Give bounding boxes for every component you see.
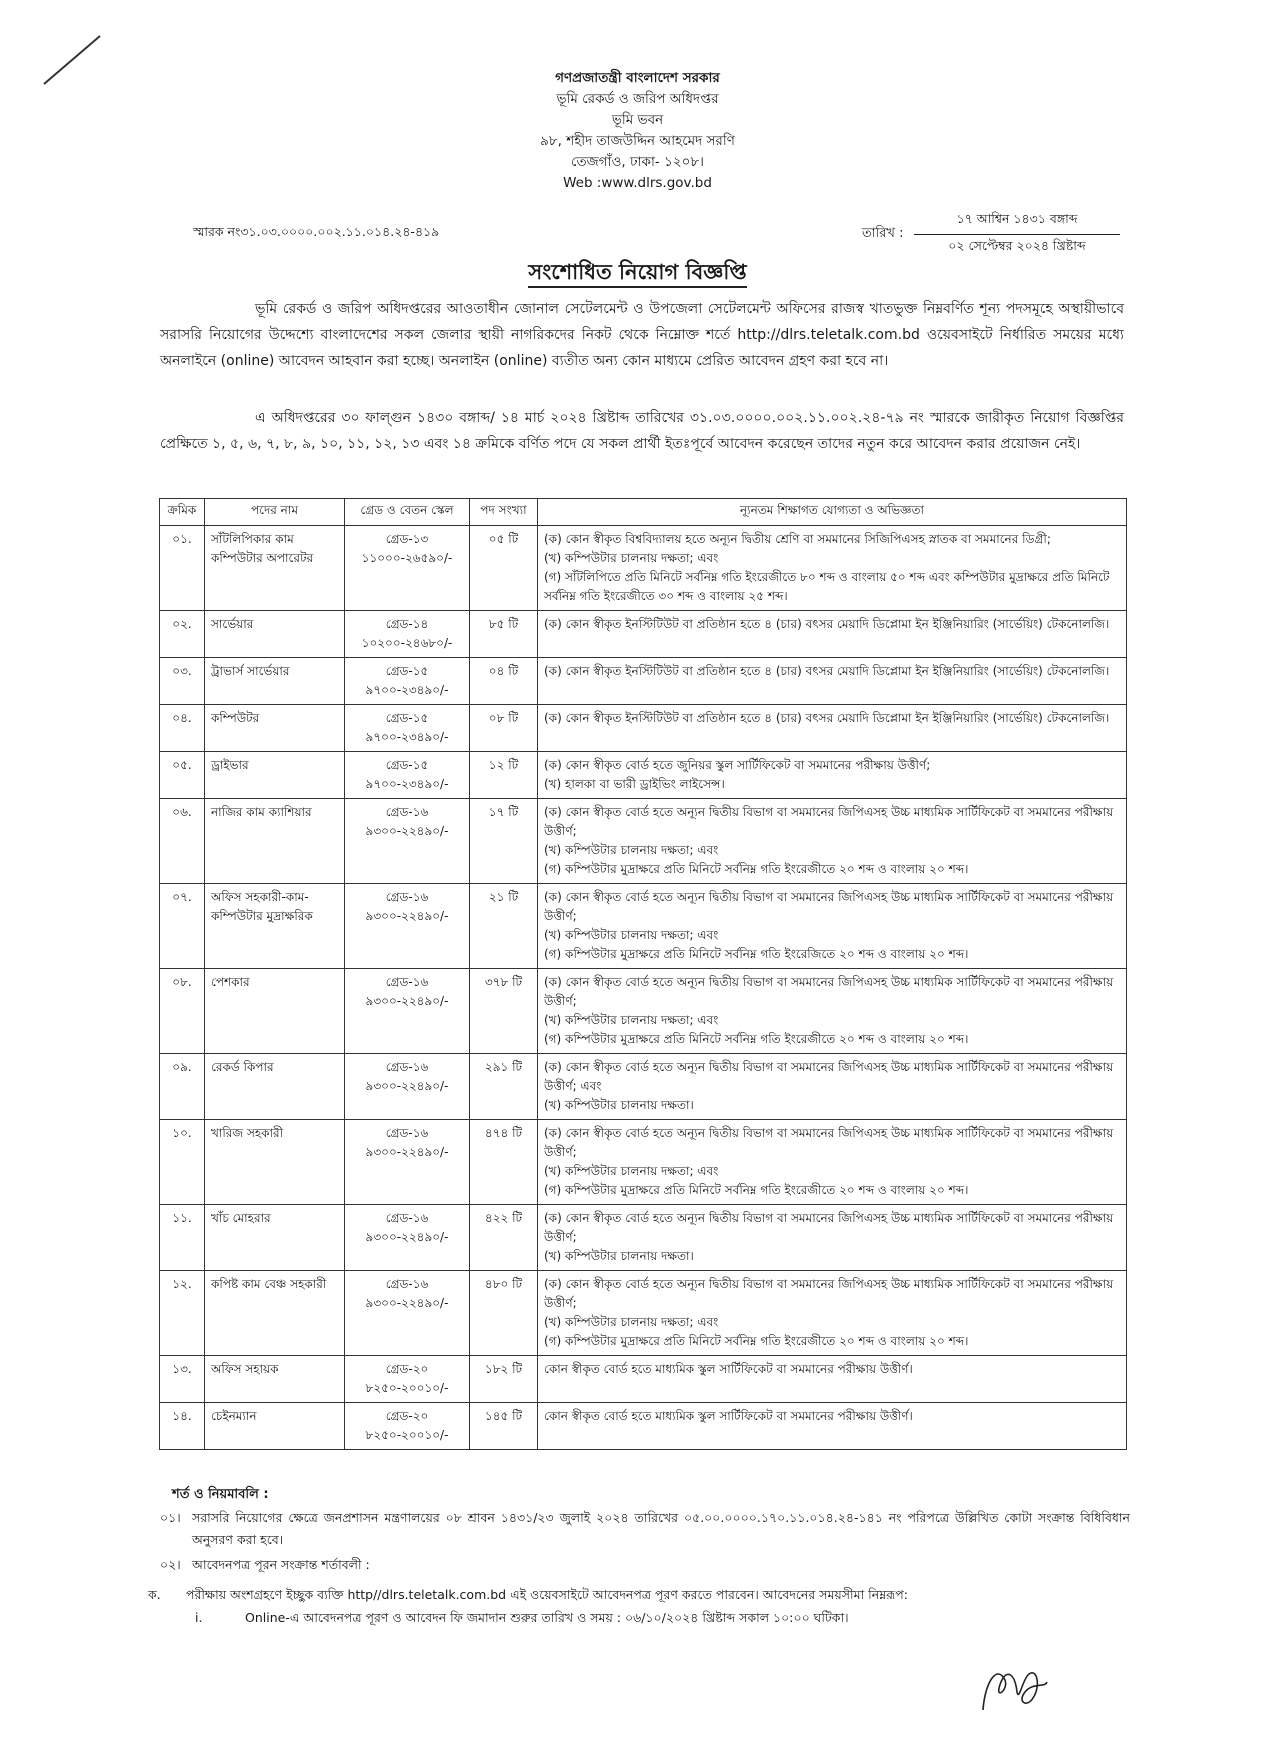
pay-scale: ৯৩০০-২২৪৯০/- [365,1296,449,1310]
header-line-building: ভূমি ভবন [611,112,664,128]
rule-item [160,1554,1130,1576]
rule-item [148,1584,1118,1606]
cell-post-name: ট্রাভার্স সার্ভেয়ার [205,658,345,705]
cell-post-name: কম্পিউটর [205,705,345,752]
cell-qualification [538,969,1127,1054]
cell-grade-scale [345,799,470,884]
cell-qualification [538,1054,1127,1120]
header-grade-scale: গ্রেড ও বেতন স্কেল [345,499,470,526]
cell-grade-scale [345,969,470,1054]
cell-qualification [538,705,1127,752]
cell-post-count: ১৪৫ টি [470,1403,538,1450]
cell-serial: ০৪. [160,705,205,752]
qualification-line: (ক) কোন স্বীকৃত ইনস্টিটিউট বা প্রতিষ্ঠান হতে ৪ (চার) বৎসর মেয়াদি ডিপ্লোমা ইন ইঞ্জিনিয়ারিং (সার্ভেয়িং) টেকনোলজি। [544,664,1110,678]
qualification-line: (ক) কোন স্বীকৃত বিশ্ববিদ্যালয় হতে অন্যূন দ্বিতীয় শ্রেণি বা সমমানের সিজিপিএসহ স্নাতক বা সমমানের ডিগ্রী; [544,532,1051,546]
cell-post-name: চেইনম্যান [205,1403,345,1450]
qualification-line: কোন স্বীকৃত বোর্ড হতে মাধ্যমিক স্কুল সার্টিফিকেট বা সমমানের পরীক্ষায় উত্তীর্ণ। [544,1362,913,1376]
cell-grade-scale [345,1120,470,1205]
header-line-department: ভূমি রেকর্ড ও জরিপ অধিদপ্তর [556,91,719,107]
grade-label: গ্রেড-২০ [385,1362,429,1376]
cell-post-count: ৮৫ টি [470,611,538,658]
table-row [160,799,1127,884]
cell-serial: ০৯. [160,1054,205,1120]
grade-label: গ্রেড-১৬ [385,1211,429,1225]
qualification-line: (ক) কোন স্বীকৃত বোর্ড হতে জুনিয়র স্কুল সার্টিফিকেট বা সমমানের পরীক্ষায় উত্তীর্ণ; [544,758,931,772]
qualification-line: (ক) কোন স্বীকৃত বোর্ড হতে অন্যূন দ্বিতীয় বিভাগ বা সমমানের জিপিএসহ উচ্চ মাধ্যমিক সার্টিফিকেট বা সমমানের পরীক্ষায় উত্তীর্ণ; এবং [544,1060,1114,1093]
pay-scale: ৯৭০০-২৩৪৯০/- [365,730,449,744]
table-row [160,969,1127,1054]
table-row [160,884,1127,969]
qualification-line: (খ) কম্পিউটার চালনায় দক্ষতা; এবং [544,928,719,942]
cell-post-name: সার্ভেয়ার [205,611,345,658]
header-line-street: ৯৮, শহীদ তাজউদ্দিন আহমেদ সরণি [540,133,735,149]
grade-label: গ্রেড-২০ [385,1409,429,1423]
cell-post-name: ড্রাইভার [205,752,345,799]
qualification-line: (খ) কম্পিউটার চালনায় দক্ষতা; এবং [544,1164,719,1178]
qualification-line: (গ) কম্পিউটার মুদ্রাক্ষরে প্রতি মিনিটে সর্বনিম্ন গতি ইংরেজীতে ২০ শব্দ ও বাংলায় ২০ শব্দ। [544,1334,969,1348]
cell-serial: ১১. [160,1205,205,1271]
cell-post-name: পেশকার [205,969,345,1054]
rule-item [160,1507,1130,1551]
pay-scale: ১০২০০-২৪৬৮০/- [361,636,453,650]
cell-post-count: ০৪ টি [470,658,538,705]
memo-number: স্মারক নং৩১.০৩.০০০০.০০২.১১.০১৪.২৪-৪১৯ [193,224,440,239]
rules-title: শর্ত ও নিয়মাবলি : [172,1487,269,1502]
cell-serial: ১৩. [160,1356,205,1403]
qualification-line: (খ) হালকা বা ভারী ড্রাইভিং লাইসেন্স। [544,777,725,791]
pay-scale: ৯৩০০-২২৪৯০/- [365,909,449,923]
rule-text: আবেদনপত্র পূরন সংক্রান্ত শর্তাবলী : [192,1557,370,1572]
qualification-line: (গ) কম্পিউটার মুদ্রাক্ষরে প্রতি মিনিটে সর্বনিম্ন গতি ইংরেজীতে ২০ শব্দ ও বাংলায় ২০ শব্দ। [544,862,969,876]
notice-title [0,256,1275,291]
rule-number: ০২। [160,1557,181,1572]
table-row [160,705,1127,752]
qualification-line: (খ) কম্পিউটার চালনায় দক্ষতা। [544,1249,694,1263]
qualification-line: (ক) কোন স্বীকৃত বোর্ড হতে অন্যূন দ্বিতীয় বিভাগ বা সমমানের জিপিএসহ উচ্চ মাধ্যমিক সার্টিফিকেট বা সমমানের পরীক্ষায় উত্তীর্ণ; [544,805,1114,838]
cell-grade-scale [345,884,470,969]
table-row [160,1054,1127,1120]
header-line-government: গণপ্রজাতন্ত্রী বাংলাদেশ সরকার [555,70,720,86]
cell-post-name: খাঁচ মোহরার [205,1205,345,1271]
rule-text: পরীক্ষায় অংশগ্রহণে ইচ্ছুক ব্যক্তি http//dlrs.teletalk.com.bd এই ওয়েবসাইটে আবেদনপত্র পূরণ করতে পারবেন। আবেদনের সময়সীমা নিম্নরূপ: [186,1587,908,1602]
rule-item [195,1607,1095,1629]
cell-grade-scale [345,705,470,752]
table-header-row [160,499,1127,526]
cell-post-name: অফিস সহকারী-কাম-কম্পিউটার মুদ্রাক্ষরিক [205,884,345,969]
qualification-line: (খ) কম্পিউটার চালনায় দক্ষতা; এবং [544,1013,719,1027]
cell-post-count: ৪৭৪ টি [470,1120,538,1205]
cell-grade-scale [345,658,470,705]
qualification-line: (ক) কোন স্বীকৃত ইনস্টিটিউট বা প্রতিষ্ঠান হতে ৪ (চার) বৎসর মেয়াদি ডিপ্লোমা ইন ইঞ্জিনিয়ারিং (সার্ভেয়িং) টেকনোলজি। [544,711,1110,725]
pay-scale: ৯৩০০-২২৪৯০/- [365,1145,449,1159]
cell-post-count: ১২ টি [470,752,538,799]
cell-qualification [538,1205,1127,1271]
cell-serial: ১৪. [160,1403,205,1450]
cell-grade-scale [345,1356,470,1403]
qualification-line: (খ) কম্পিউটার চালনায় দক্ষতা; এবং [544,843,719,857]
cell-qualification [538,1271,1127,1356]
grade-label: গ্রেড-১৬ [385,805,429,819]
cell-post-count: ৪৮০ টি [470,1271,538,1356]
grade-label: গ্রেড-১৬ [385,1060,429,1074]
office-header [0,68,1275,194]
qualification-line: (ক) কোন স্বীকৃত বোর্ড হতে অন্যূন দ্বিতীয় বিভাগ বা সমমানের জিপিএসহ উচ্চ মাধ্যমিক সার্টিফিকেট বা সমমানের পরীক্ষায় উত্তীর্ণ; [544,975,1114,1008]
qualification-line: (গ) কম্পিউটার মুদ্রাক্ষরে প্রতি মিনিটে সর্বনিম্ন গতি ইংরেজীতে ২০ শব্দ ও বাংলায় ২০ শব্দ। [544,1183,969,1197]
signature-mark [975,1652,1055,1722]
cell-qualification [538,752,1127,799]
pay-scale: ৯৭০০-২৩৪৯০/- [365,777,449,791]
cell-post-name: রেকর্ড কিপার [205,1054,345,1120]
cell-qualification [538,1120,1127,1205]
notice-title-text: সংশোধিত নিয়োগ বিজ্ঞপ্তি [528,260,746,288]
qualification-line: (ক) কোন স্বীকৃত বোর্ড হতে অন্যূন দ্বিতীয় বিভাগ বা সমমানের জিপিএসহ উচ্চ মাধ্যমিক সার্টিফিকেট বা সমমানের পরীক্ষায় উত্তীর্ণ; [544,1126,1114,1159]
cell-qualification [538,1356,1127,1403]
cell-grade-scale [345,526,470,611]
header-post-count: পদ সংখ্যা [470,499,538,526]
cell-serial: ০৬. [160,799,205,884]
cell-serial: ০২. [160,611,205,658]
pay-scale: ৯৩০০-২২৪৯০/- [365,994,449,1008]
cell-post-count: ০৫ টি [470,526,538,611]
table-row [160,752,1127,799]
date-gregorian: ০২ সেপ্টেম্বর ২০২৪ খ্রিষ্টাব্দ [948,238,1086,253]
cell-grade-scale [345,1403,470,1450]
qualification-line: (ক) কোন স্বীকৃত বোর্ড হতে অন্যূন দ্বিতীয় বিভাগ বা সমমানের জিপিএসহ উচ্চ মাধ্যমিক সার্টিফিকেট বা সমমানের পরীক্ষায় উত্তীর্ণ; [544,890,1114,923]
intro-paragraph: ভূমি রেকর্ড ও জরিপ অধিদপ্তরের আওতাধীন জোনাল সেটেলমেন্ট ও উপজেলা সেটেলমেন্ট অফিসের রাজস্ব খাতভুক্ত নিম্নবর্ণিত শূন্য পদসমূহে অস্থায়ীভাবে সরাসরি নিয়োগের উদ্দেশ্যে বাংলাদেশের সকল জেলার স্থায়ী নাগরিকদের নিকট থেকে নিম্নোক্ত শর্তে http://dlrs.teletalk.com.bd ওয়েবসাইটে নির্ধারিত সময়ের মধ্যে অনলাইনে (online) আবেদন আহবান করা হচ্ছে। অনলাইন (online) ব্যতীত অন্য কোন মাধ্যমে প্রেরিত আবেদন গ্রহণ করা হবে না। [160,301,1124,369]
table-row [160,526,1127,611]
cell-post-count: ১৮২ টি [470,1356,538,1403]
table-row [160,611,1127,658]
cell-qualification [538,611,1127,658]
cell-post-count: ১৭ টি [470,799,538,884]
cell-post-name: অফিস সহায়ক [205,1356,345,1403]
header-line-web: Web :www.dlrs.gov.bd [563,175,712,191]
table-row [160,1403,1127,1450]
grade-label: গ্রেড-১৫ [385,664,429,678]
rule-text: Online-এ আবেদনপত্র পূরণ ও আবেদন ফি জমাদান শুরুর তারিখ ও সময় : ০৬/১০/২০২৪ খ্রিষ্টাব্দ সকাল ১০:০০ ঘটিকা। [245,1610,849,1625]
pay-scale: ৯৩০০-২২৪৯০/- [365,824,449,838]
cell-post-count: ২৯১ টি [470,1054,538,1120]
qualification-line: (খ) কম্পিউটার চালনায় দক্ষতা; এবং [544,1315,719,1329]
qualification-line: (ক) কোন স্বীকৃত ইনস্টিটিউট বা প্রতিষ্ঠান হতে ৪ (চার) বৎসর মেয়াদি ডিপ্লোমা ইন ইঞ্জিনিয়ারিং (সার্ভেয়িং) টেকনোলজি। [544,617,1110,631]
cell-post-count: ২১ টি [470,884,538,969]
cell-grade-scale [345,611,470,658]
rule-number: ক. [148,1587,161,1602]
pay-scale: ৯৩০০-২২৪৯০/- [365,1230,449,1244]
cell-serial: ০৮. [160,969,205,1054]
cell-grade-scale [345,1205,470,1271]
qualification-line: (গ) কম্পিউটার মুদ্রাক্ষরে প্রতি মিনিটে সর্বনিম্ন গতি ইংরেজীতে ২০ শব্দ ও বাংলায় ২০ শব্দ। [544,1032,969,1046]
pay-scale: ১১০০০-২৬৫৯০/- [361,551,453,565]
header-serial: ক্রমিক [160,499,205,526]
pay-scale: ৮২৫০-২০০১০/- [365,1428,449,1442]
cell-grade-scale [345,752,470,799]
pay-scale: ৯৩০০-২২৪৯০/- [365,1079,449,1093]
pay-scale: ৮২৫০-২০০১০/- [365,1381,449,1395]
posts-table [159,498,1127,1450]
qualification-line: (গ) সাঁটলিপিতে প্রতি মিনিটে সর্বনিম্ন গতি ইংরেজীতে ৮০ শব্দ ও বাংলায় ৫০ শব্দ এবং কম্পিউটার মুদ্রাক্ষরে প্রতি মিনিটে সর্বনিম্ন গতি ইংরেজীতে ৩০ শব্দ ও বাংলায় ২৫ শব্দ। [544,570,1110,603]
cell-serial: ০৩. [160,658,205,705]
table-row [160,1205,1127,1271]
cell-qualification [538,658,1127,705]
cell-grade-scale [345,1271,470,1356]
cell-post-name: নাজির কাম ক্যাশিয়ার [205,799,345,884]
grade-label: গ্রেড-১৫ [385,758,429,772]
cell-qualification [538,884,1127,969]
pay-scale: ৯৭০০-২৩৪৯০/- [365,683,449,697]
qualification-line: (ক) কোন স্বীকৃত বোর্ড হতে অন্যূন দ্বিতীয় বিভাগ বা সমমানের জিপিএসহ উচ্চ মাধ্যমিক সার্টিফিকেট বা সমমানের পরীক্ষায় উত্তীর্ণ; [544,1277,1114,1310]
qualification-line: (গ) কম্পিউটার মুদ্রাক্ষরে প্রতি মিনিটে সর্বনিম্ন গতি ইংরেজিতে ২০ শব্দ ও বাংলায় ২০ শব্দ। [544,947,969,961]
cell-qualification [538,1403,1127,1450]
header-qualification: ন্যূনতম শিক্ষাগত যোগ্যতা ও অভিজ্ঞতা [538,499,1127,526]
cell-post-name: সাঁটলিপিকার কাম কম্পিউটার অপারেটর [205,526,345,611]
grade-label: গ্রেড-১৬ [385,1126,429,1140]
cell-qualification [538,526,1127,611]
cell-post-count: ০৮ টি [470,705,538,752]
grade-label: গ্রেড-১৪ [385,617,429,631]
grade-label: গ্রেড-১৫ [385,711,429,725]
cell-serial: ০১. [160,526,205,611]
table-row [160,658,1127,705]
cell-serial: ১০. [160,1120,205,1205]
table-row [160,1271,1127,1356]
date-bangla: ১৭ আশ্বিন ১৪৩১ বঙ্গাব্দ [914,211,1120,235]
qualification-line: (খ) কম্পিউটার চালনায় দক্ষতা; এবং [544,551,719,565]
grade-label: গ্রেড-১৬ [385,975,429,989]
cell-post-name: কপিষ্ট কাম বেঞ্চ সহকারী [205,1271,345,1356]
reference-paragraph: এ অধিদপ্তরের ৩০ ফাল্গুন ১৪৩০ বঙ্গাব্দ/ ১৪ মার্চ ২০২৪ খ্রিষ্টাব্দ তারিখের ৩১.০৩.০০০০.০০২.১১.০০২.২৪-৭৯ নং স্মারকে জারীকৃত নিয়োগ বিজ্ঞপ্তির প্রেক্ষিতে ১, ৫, ৬, ৭, ৮, ৯, ১০, ১১, ১২, ১৩ এবং ১৪ ক্রমিকে বর্ণিত পদে যে সকল প্রার্থী ইতঃপূর্বে আবেদন করেছেন তাদের নতুন করে আবেদন করার প্রয়োজন নেই। [160,410,1124,452]
cell-qualification [538,799,1127,884]
grade-label: গ্রেড-১৬ [385,1277,429,1291]
header-line-city: তেজগাঁও, ঢাকা- ১২০৮। [571,154,704,170]
date-label: তারিখ : [862,226,904,241]
rule-number: ০১। [160,1510,181,1525]
qualification-line: কোন স্বীকৃত বোর্ড হতে মাধ্যমিক স্কুল সার্টিফিকেট বা সমমানের পরীক্ষায় উত্তীর্ণ। [544,1409,913,1423]
grade-label: গ্রেড-১৩ [385,532,429,546]
grade-label: গ্রেড-১৬ [385,890,429,904]
rule-text: সরাসরি নিয়োগের ক্ষেত্রে জনপ্রশাসন মন্ত্রণালয়ের ০৮ শ্রাবন ১৪৩১/২৩ জুলাই ২০২৪ তারিখের ০৫.০০.০০০০.১৭০.১১.০১৪.২৪-১৪১ নং পরিপত্রে উল্লিখিত কোটা সংক্রান্ত বিধিবিধান অনুসরণ করা হবে। [192,1510,1130,1547]
cell-serial: ১২. [160,1271,205,1356]
table-row [160,1356,1127,1403]
cell-serial: ০৭. [160,884,205,969]
date-block [914,211,1120,258]
cell-serial: ০৫. [160,752,205,799]
qualification-line: (খ) কম্পিউটার চালনায় দক্ষতা। [544,1098,694,1112]
cell-grade-scale [345,1054,470,1120]
table-row [160,1120,1127,1205]
cell-post-name: খারিজ সহকারী [205,1120,345,1205]
cell-post-count: ৩৭৮ টি [470,969,538,1054]
header-post-name: পদের নাম [205,499,345,526]
qualification-line: (ক) কোন স্বীকৃত বোর্ড হতে অন্যূন দ্বিতীয় বিভাগ বা সমমানের জিপিএসহ উচ্চ মাধ্যমিক সার্টিফিকেট বা সমমানের পরীক্ষায় উত্তীর্ণ; [544,1211,1114,1244]
cell-post-count: ৪২২ টি [470,1205,538,1271]
rule-number: i. [195,1610,203,1625]
